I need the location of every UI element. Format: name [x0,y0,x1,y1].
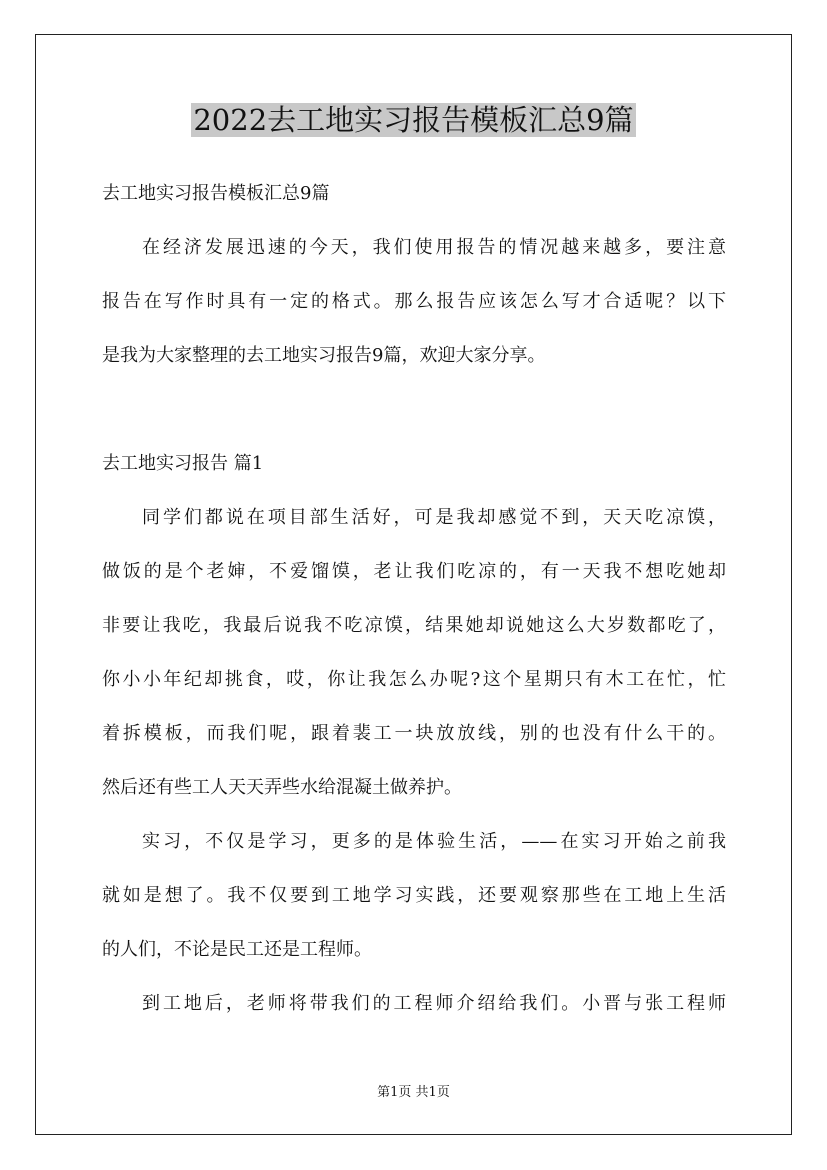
document-subtitle: 去工地实习报告模板汇总9篇 [102,183,330,204]
para1-line-5: 着拆模板，而我们呢，跟着裴工一块放放线，别的也没有什么干的。 [102,723,726,744]
para3-line-1: 到工地后，老师将带我们的工程师介绍给我们。小晋与张工程师 [142,993,726,1014]
para1-line-4: 你小小年纪却挑食，哎，你让我怎么办呢?这个星期只有木工在忙，忙 [102,669,726,690]
para1-line-2: 做饭的是个老婶，不爱馏馍，老让我们吃凉的，有一天我不想吃她却 [102,561,726,582]
para1-line-3: 非要让我吃，我最后说我不吃凉馍，结果她却说她这么大岁数都吃了， [102,615,726,636]
para2-line-3: 的人们，不论是民工还是工程师。 [102,939,372,960]
document-title-text: 2022去工地实习报告模板汇总9篇 [193,103,634,137]
para1-line-6: 然后还有些工人天天弄些水给混凝土做养护。 [102,777,462,798]
para2-line-2: 就如是想了。我不仅要到工地学习实践，还要观察那些在工地上生活 [102,885,726,906]
page-footer: 第1页 共1页 [377,1085,450,1100]
para1-line-1: 同学们都说在项目部生活好，可是我却感觉不到，天天吃凉馍， [142,507,726,528]
intro-line-2: 报告在写作时具有一定的格式。那么报告应该怎么写才合适呢？以下 [102,291,726,312]
para2-line-1: 实习，不仅是学习，更多的是体验生活，——在实习开始之前我 [142,831,726,852]
intro-line-3: 是我为大家整理的去工地实习报告9篇，欢迎大家分享。 [102,345,546,366]
section-heading-1: 去工地实习报告 篇1 [102,453,264,474]
document-title [0,100,827,140]
intro-line-1: 在经济发展迅速的今天，我们使用报告的情况越来越多，要注意 [142,237,726,258]
